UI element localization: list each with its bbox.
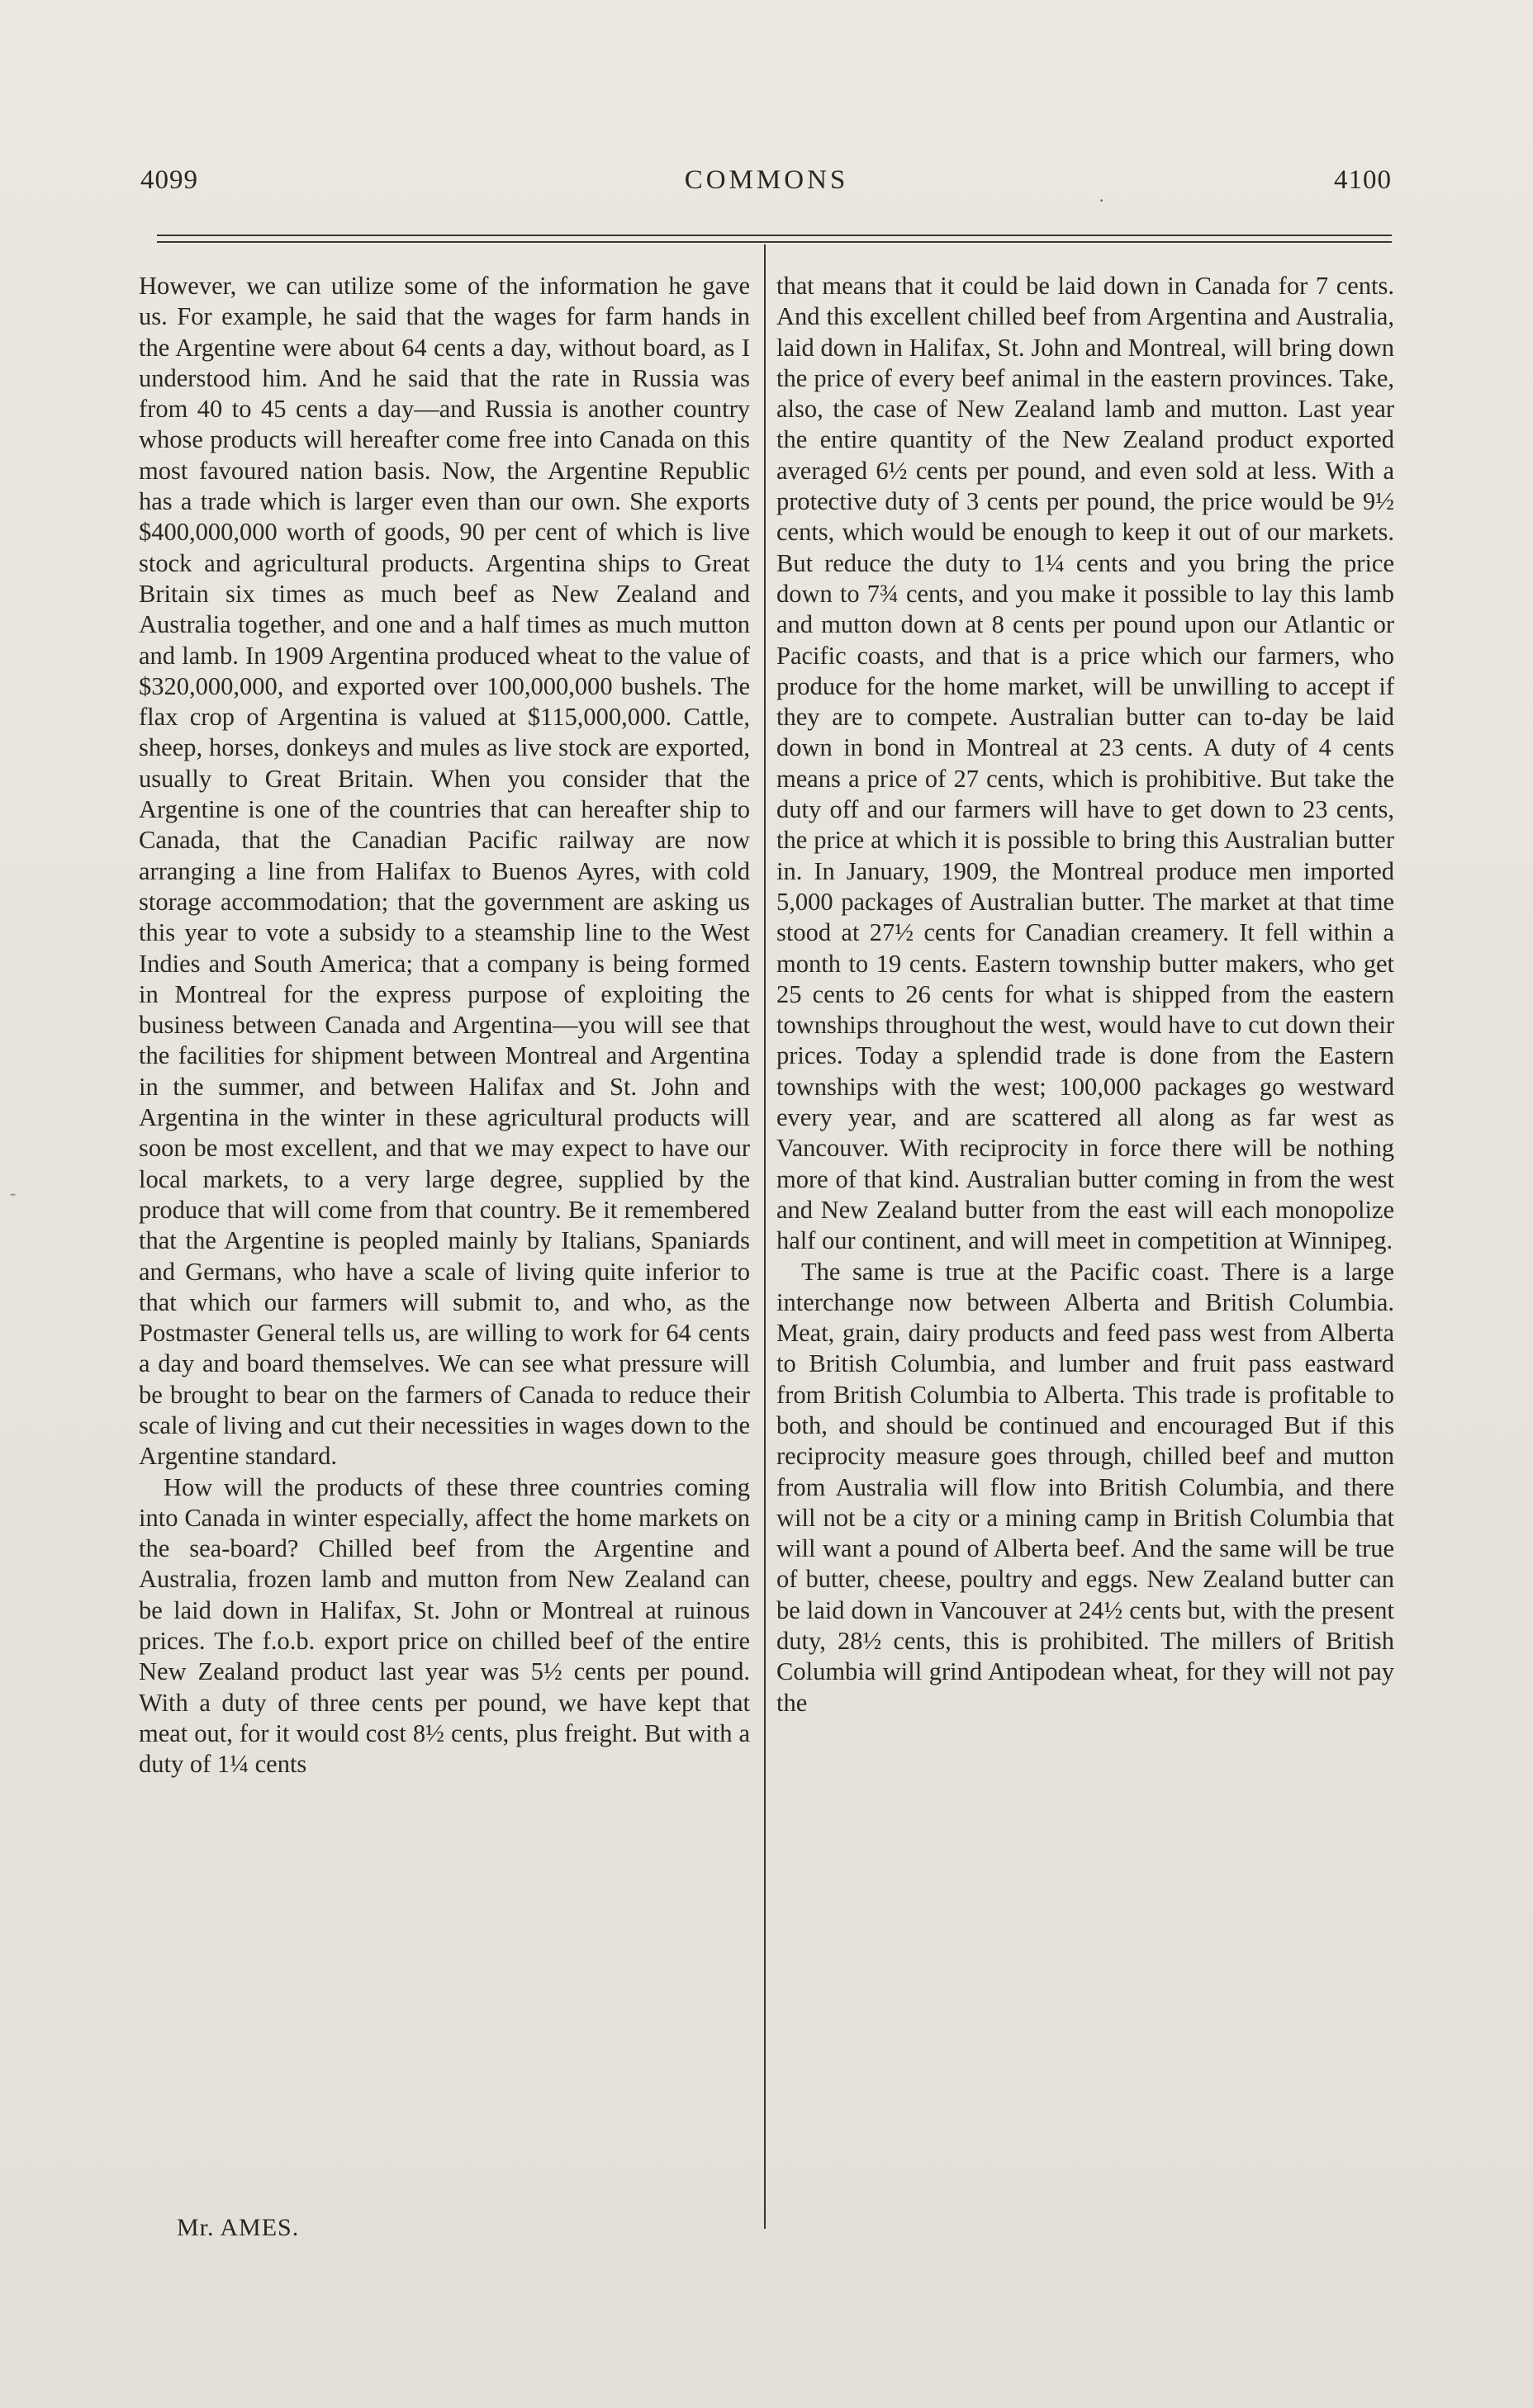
page-number-right: 4100 xyxy=(1334,165,1392,195)
speaker-footer: Mr. AMES. xyxy=(177,2214,300,2241)
page-header-title: COMMONS xyxy=(684,165,849,195)
page-number-left: 4099 xyxy=(140,165,198,195)
paragraph: However, we can utilize some of the information he gave us. For example, he said that the wages for farm hands in the Argentine were about 64 cents a day, without board, as I understood him. And he said that the rate in Russia was from 40 to 45 cents a day—and Russia is another country whose products will hereafter come free into Canada on this most favoured nation basis. Now, the Argentine Republic has a trade which is larger even than our own. She exports $400,000,000 worth of goods, 90 per cent of which is live stock and agricultural products. Argentina ships to Great Britain six times as much beef as New Zealand and Australia together, and one and a half times as much mutton and lamb. In 1909 Argentina produced wheat to the value of $320,000,000, and exported over 100,000,000 bushels. The flax crop of Argentina is valued at $115,000,000. Cattle, sheep, horses, donkeys and mules as live stock are exported, usually to Great Britain. When you consider that the Argentine is one of the countries that can hereafter ship to Canada, that the Canadian Pacific railway are now arranging a line from Halifax to Buenos Ayres, with cold storage accommodation; that the government are asking us this year to vote a subsidy to a steamship line to the West Indies and South America; that a company is being formed in Montreal for the express purpose of exploiting the business between Canada and Argentina—you will see that the facilities for shipment between Montreal and Argentina in the summer, and between Halifax and St. John and Argentina in the winter in these agricultural products will soon be most excellent, and that we may expect to have our local markets, to a very large degree, supplied by the produce that will come from that country. Be it remembered that the Argentine is peopled mainly by Italians, Spaniards and Germans, who have a scale of living quite inferior to that which our farmers will submit to, and who, as the Postmaster General tells us, are willing to work for 64 cents a day and board themselves. We can see what pressure will be brought to bear on the farmers of Canada to reduce their scale of living and cut their necessities in wages down to the Argentine standard. xyxy=(139,272,750,1471)
paragraph: The same is true at the Pacific coast. There is a large interchange now between Alberta and British Columbia. Meat, grain, dairy products and feed pass west from Alberta to British Columbia, and lumber and fruit pass eastward from British Columbia to Alberta. This trade is profitable to both, and should be continued and encouraged But if this reciprocity measure goes through, chilled beef and mutton from Australia will flow into British Columbia, and there will not be a city or a mining camp in British Columbia that will want a pound of Alberta beef. And the same will be true of butter, cheese, poultry and eggs. New Zealand butter can be laid down in Vancouver at 24½ cents but, with the present duty, 28½ cents, this is prohibited. The millers of British Columbia will grind Antipodean wheat, for they will not pay the xyxy=(776,1257,1394,1717)
header-rule-top xyxy=(157,235,1392,236)
paragraph: that means that it could be laid down in Canada for 7 cents. And this excellent chilled beef from Argentina and Australia, laid down in Halifax, St. John and Montreal, will bring down the price of every beef animal in the eastern provinces. Take, also, the case of New Zealand lamb and mutton. Last year the entire quantity of the New Zealand product exported averaged 6½ cents per pound, and even sold at less. With a protective duty of 3 cents per pound, the price would be 9½ cents, which would be enough to keep it out of our markets. But reduce the duty to 1¼ cents and you bring the price down to 7¾ cents, and you make it possible to lay this lamb and mutton down at 8 cents per pound upon our Atlantic or Pacific coasts, and that is a price which our farmers, who produce for the home market, will be unwilling to accept if they are to compete. Australian butter can to-day be laid down in bond in Montreal at 23 cents. A duty of 4 cents means a price of 27 cents, which is prohibitive. But take the duty off and our farmers will have to get down to 23 cents, the price at which it is possible to bring this Australian butter in. In January, 1909, the Montreal produce men imported 5,000 packages of Australian butter. The market at that time stood at 27½ cents for Canadian creamery. It fell within a month to 19 cents. Eastern township butter makers, who get 25 cents to 26 cents for what is shipped from the eastern townships throughout the west, would have to cut down their prices. Today a splendid trade is done from the Eastern townships with the west; 100,000 packages go westward every year, and are scattered all along as far west as Vancouver. With reciprocity in force there will be nothing more of that kind. Australian butter coming in from the west and New Zealand butter from the east will each monopolize half our continent, and will meet in competition at Winnipeg. xyxy=(776,272,1394,1255)
header-rule-bottom xyxy=(157,241,1392,243)
margin-mark: - xyxy=(10,1183,17,1203)
left-column xyxy=(139,271,750,1780)
paragraph: How will the products of these three countries coming into Canada in winter especially, affect the home markets on the sea-board? Chilled beef from the Argentine and Australia, frozen lamb and mutton from New Zealand can be laid down in Halifax, St. John or Montreal at ruinous prices. The f.o.b. export price on chilled beef of the entire New Zealand product last year was 5½ cents per pound. With a duty of three cents per pound, we have kept that meat out, for it would cost 8½ cents, plus freight. But with a duty of 1¼ cents xyxy=(139,1472,750,1779)
right-column xyxy=(776,271,1394,1718)
ink-speck: · xyxy=(1099,190,1105,211)
column-divider xyxy=(764,244,766,2229)
